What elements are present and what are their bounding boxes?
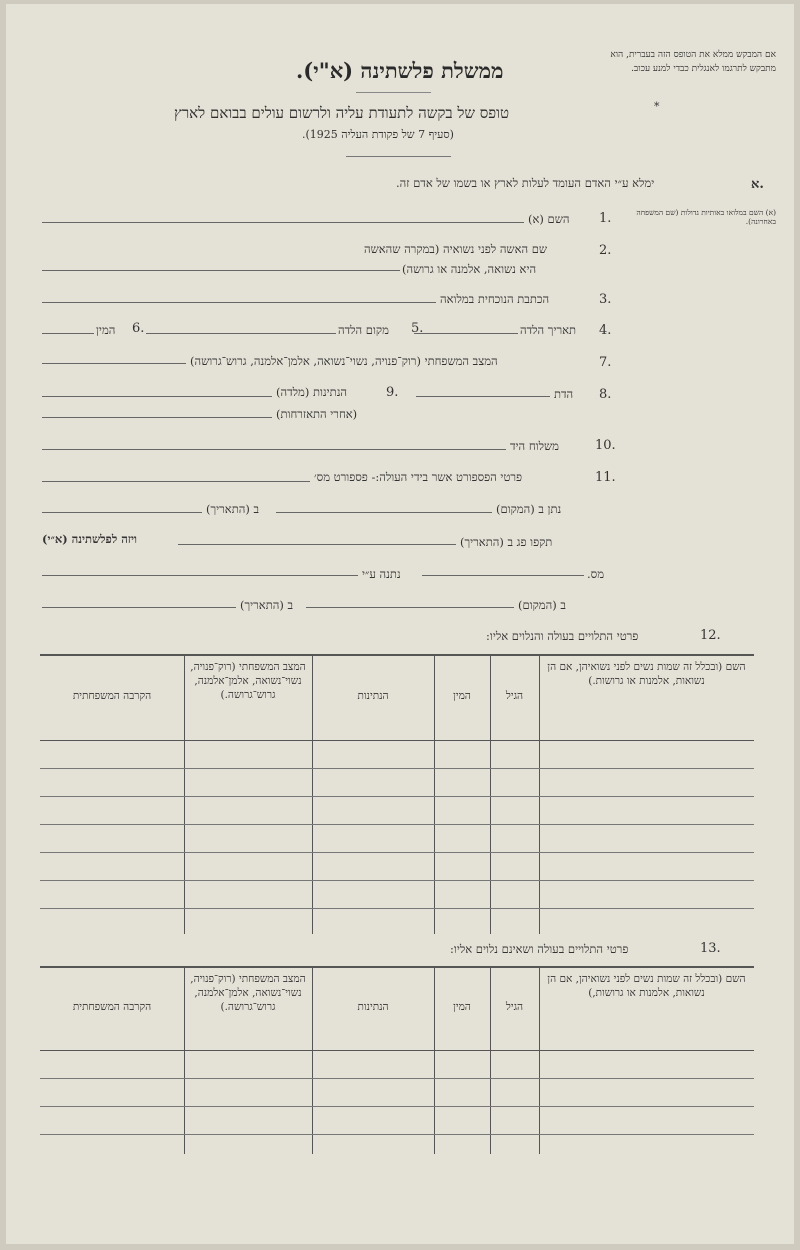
table12-header-relationship: הקרבה המשפחתית bbox=[72, 690, 152, 702]
visa-place-label: ב (המקום) bbox=[518, 598, 566, 612]
table13-header-name: השם (ובכלל זה שמות נשים לפני נשואיהן, אם הן נשואות, אלמנות או גרושות,) bbox=[547, 973, 746, 999]
visa-label: ויזה לפלשתינה (א״י) bbox=[42, 532, 137, 546]
table-row[interactable] bbox=[40, 852, 754, 853]
side-note-mark: * bbox=[654, 100, 660, 113]
field-5-number: 5. bbox=[411, 321, 424, 336]
table12-column-divider bbox=[184, 654, 185, 934]
given-by-input-line[interactable] bbox=[42, 575, 358, 576]
table12-header-age: הגיל bbox=[505, 690, 524, 702]
field-10-input-line[interactable] bbox=[42, 449, 506, 450]
field-4-label: תאריך הלדה bbox=[520, 323, 577, 337]
visa-date-label: ב (התאריך) bbox=[240, 598, 294, 612]
table-row[interactable] bbox=[40, 1134, 754, 1135]
expiry-date-label: תקפו פג ב (התאריך) bbox=[460, 535, 553, 549]
field-2-number: 2. bbox=[599, 243, 612, 258]
table13-header-age: הגיל bbox=[505, 1001, 524, 1013]
table12-column-divider bbox=[434, 654, 435, 934]
table13-header-relationship: הקרבה המשפחתית bbox=[72, 1001, 152, 1013]
visa-number-input-line[interactable] bbox=[422, 575, 584, 576]
visa-place-input-line[interactable] bbox=[306, 607, 514, 608]
table-row[interactable] bbox=[40, 768, 754, 769]
field-6-input-line[interactable] bbox=[42, 333, 94, 334]
issued-date-input-line[interactable] bbox=[42, 512, 202, 513]
form-title: טופס של בקשה לתעודת עליה ולרשום עולים בבואם לארץ bbox=[174, 104, 510, 122]
field-1-input-line[interactable] bbox=[42, 222, 524, 223]
field-4-number: 4. bbox=[599, 323, 612, 338]
table12-column-divider bbox=[312, 654, 313, 934]
table12-column-divider bbox=[490, 654, 491, 934]
name-note: (א) השם במלואו באותיות גדולות (שם המשפחה באחרונה). bbox=[636, 208, 776, 226]
table13-column-divider bbox=[312, 966, 313, 1154]
table-13-number: 13. bbox=[700, 941, 721, 956]
regulation-reference: (סעיף 7 של פקודת העליה 1925). bbox=[302, 128, 454, 141]
section-a-text: ימלא ע״י האדם העומד לעלות לארץ או בשמו של אדם זה. bbox=[396, 176, 655, 190]
government-heading: ממשלת פלשתינה (א"י). bbox=[296, 58, 504, 83]
field-4-input-line[interactable] bbox=[414, 333, 518, 334]
table13-top-rule bbox=[40, 966, 754, 968]
field-9-label: הנתינות (מלדה) bbox=[276, 385, 348, 399]
field-6-number: 6. bbox=[132, 321, 145, 336]
table12-header-sex: המין bbox=[453, 690, 471, 702]
section-a-letter: א. bbox=[751, 177, 764, 192]
table13-column-divider bbox=[184, 966, 185, 1154]
table-12-number: 12. bbox=[700, 628, 721, 643]
field-3-label: הכתבת הנוכחית במלואה bbox=[440, 292, 550, 306]
visa-number-label: מס. bbox=[587, 567, 605, 581]
field-8-number: 8. bbox=[599, 387, 612, 402]
table13-header-nationality: הנתינות bbox=[357, 1001, 389, 1013]
field-7-number: 7. bbox=[599, 355, 612, 370]
expiry-date-input-line[interactable] bbox=[178, 544, 456, 545]
title-rule bbox=[346, 156, 451, 157]
issued-date-label: ב (התאריך) bbox=[206, 502, 260, 516]
issued-place-label: נתן ב (המקום) bbox=[496, 502, 562, 516]
field-10-number: 10. bbox=[595, 438, 616, 453]
field-7-label: המצב המשפחתי (רוק־פנויה, נשוי־נשואה, אלמן־אלמנה, גרוש־גרושה) bbox=[190, 354, 498, 368]
table12-header-nationality: הנתינות bbox=[357, 690, 389, 702]
field-9-input-line[interactable] bbox=[42, 396, 272, 397]
table13-column-divider bbox=[539, 966, 540, 1154]
form-sheet bbox=[6, 4, 794, 1244]
field-9-naturalized-input-line[interactable] bbox=[42, 417, 272, 418]
field-1-label: השם (א) bbox=[528, 212, 570, 226]
table-12-title: פרטי התלויים בעולה והנלוים אליו: bbox=[486, 629, 639, 643]
given-by-label: נתנה ע״י bbox=[362, 567, 401, 581]
table-row[interactable] bbox=[40, 1106, 754, 1107]
table-row[interactable] bbox=[40, 908, 754, 909]
field-7-input-line[interactable] bbox=[42, 363, 186, 364]
field-3-input-line[interactable] bbox=[42, 302, 436, 303]
field-9-label-naturalized: (אחרי התאזרחות) bbox=[276, 407, 358, 421]
table12-column-divider bbox=[539, 654, 540, 934]
field-2-input-line[interactable] bbox=[42, 270, 400, 271]
field-5-label: מקום הלדה bbox=[338, 323, 389, 337]
issued-place-input-line[interactable] bbox=[276, 512, 492, 513]
table12-header-marital-status: המצב המשפחתי (רוק־פנויה, נשוי־נשואה, אלמן־אלמנה, גרוש־גרושה.) bbox=[190, 661, 306, 701]
table13-column-divider bbox=[434, 966, 435, 1154]
table13-column-divider bbox=[490, 966, 491, 1154]
table-row[interactable] bbox=[40, 880, 754, 881]
translation-note: אם המבקש ממלא את הטופס הזה בעברית, הוא מתבקש לתרגמו לאנגלית כבדי למנע עכוב. bbox=[610, 50, 776, 74]
field-2-label-line2: היא נשואה, אלמנה או גרושה) bbox=[402, 262, 537, 276]
field-11-number: 11. bbox=[595, 470, 616, 485]
field-8-input-line[interactable] bbox=[416, 396, 550, 397]
field-6-label: המין bbox=[96, 323, 116, 337]
passport-number-input-line[interactable] bbox=[42, 481, 310, 482]
table12-header-name: השם (ובכלל זה שמות נשים לפני נשואיהן, אם הן נשואות, אלמנות או גרושות.) bbox=[547, 661, 746, 687]
field-3-number: 3. bbox=[599, 292, 612, 307]
visa-date-input-line[interactable] bbox=[42, 607, 236, 608]
field-10-label: משלוח היד bbox=[510, 439, 559, 453]
table-13-title: פרטי התלויים בעולה ושאינם נלוים אליו: bbox=[450, 942, 629, 956]
table-row[interactable] bbox=[40, 1078, 754, 1079]
table13-header-sex: המין bbox=[453, 1001, 471, 1013]
field-5-input-line[interactable] bbox=[146, 333, 336, 334]
table-row[interactable] bbox=[40, 824, 754, 825]
table12-header-rule bbox=[40, 740, 754, 741]
table13-header-rule bbox=[40, 1050, 754, 1051]
field-8-label: הדת bbox=[554, 387, 574, 401]
table-row[interactable] bbox=[40, 796, 754, 797]
table13-header-marital-status: המצב המשפחתי (רוק־פנויה, נשוי־נשואה, אלמן־אלמנה, גרוש־גרושה.) bbox=[190, 973, 306, 1013]
field-2-label-line1: שם האשה לפני נשואיה (במקרה שהאשה bbox=[364, 242, 548, 256]
field-1-number: 1. bbox=[599, 211, 612, 226]
table12-top-rule bbox=[40, 654, 754, 656]
heading-rule bbox=[356, 92, 431, 93]
field-11-label: פרטי הפספורט אשר בידי העולה:- פספורט מס׳ bbox=[314, 470, 523, 484]
field-9-number: 9. bbox=[386, 385, 399, 400]
